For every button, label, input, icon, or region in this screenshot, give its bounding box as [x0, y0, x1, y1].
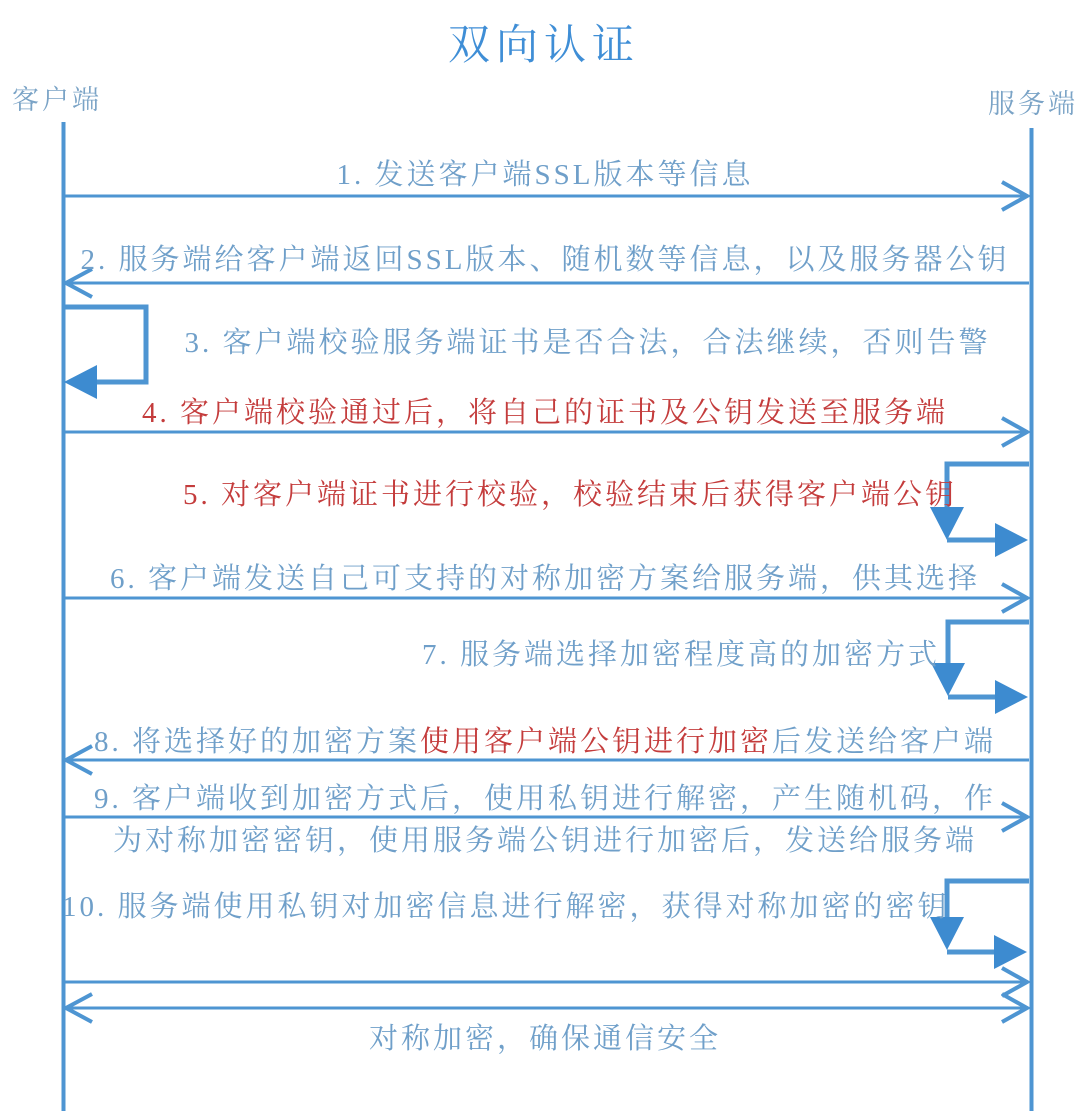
message-10-label: 10. 服务端使用私钥对加密信息进行解密，获得对称加密的密钥: [62, 891, 950, 923]
message-5-label: 5. 对客户端证书进行校验，校验结束后获得客户端公钥: [182, 479, 957, 511]
self-loop-client-msg3: [64, 307, 146, 399]
arrowhead-right-solid: [995, 523, 1028, 557]
message-8-label: [62, 725, 1028, 759]
message-8-part1: 8. 将选择好的加密方案: [93, 726, 420, 758]
arrowhead-right-solid: [995, 680, 1028, 714]
message-1-label: 1. 发送客户端SSL版本等信息: [336, 159, 754, 191]
message-2-label: 2. 服务端给客户端返回SSL版本、随机数等信息，以及服务器公钥: [80, 244, 1010, 276]
arrow-final-right: [65, 968, 1027, 996]
message-8-part3: 后发送给客户端: [772, 726, 997, 758]
arrow-final-both: [66, 994, 1027, 1022]
diagram-title: 双向认证: [447, 23, 640, 69]
actor-label-client: 客户端: [12, 85, 102, 115]
message-4-label: 4. 客户端校验通过后，将自己的证书及公钥发送至服务端: [141, 397, 948, 429]
arrowhead-left-solid: [64, 365, 97, 399]
message-6-label: 6. 客户端发送自己可支持的对称加密方案给服务端，供其选择: [109, 563, 980, 595]
footer-label: 对称加密，确保通信安全: [368, 1023, 721, 1055]
self-loop-server-msg7: [931, 622, 1029, 714]
actor-label-server: 服务端: [988, 89, 1078, 119]
message-9-line1: 9. 客户端收到加密方式后，使用私钥进行解密，产生随机码，作: [93, 783, 996, 815]
message-9-line2: 为对称加密密钥，使用服务端公钥进行加密后，发送给服务端: [112, 825, 977, 857]
message-7-label: 7. 服务端选择加密程度高的加密方式: [421, 639, 940, 671]
arrowhead-right-solid: [994, 935, 1027, 969]
message-8-part2-highlight: 使用客户端公钥进行加密: [419, 726, 772, 758]
message-3-label: 3. 客户端校验服务端证书是否合法，合法继续，否则告警: [184, 327, 991, 359]
